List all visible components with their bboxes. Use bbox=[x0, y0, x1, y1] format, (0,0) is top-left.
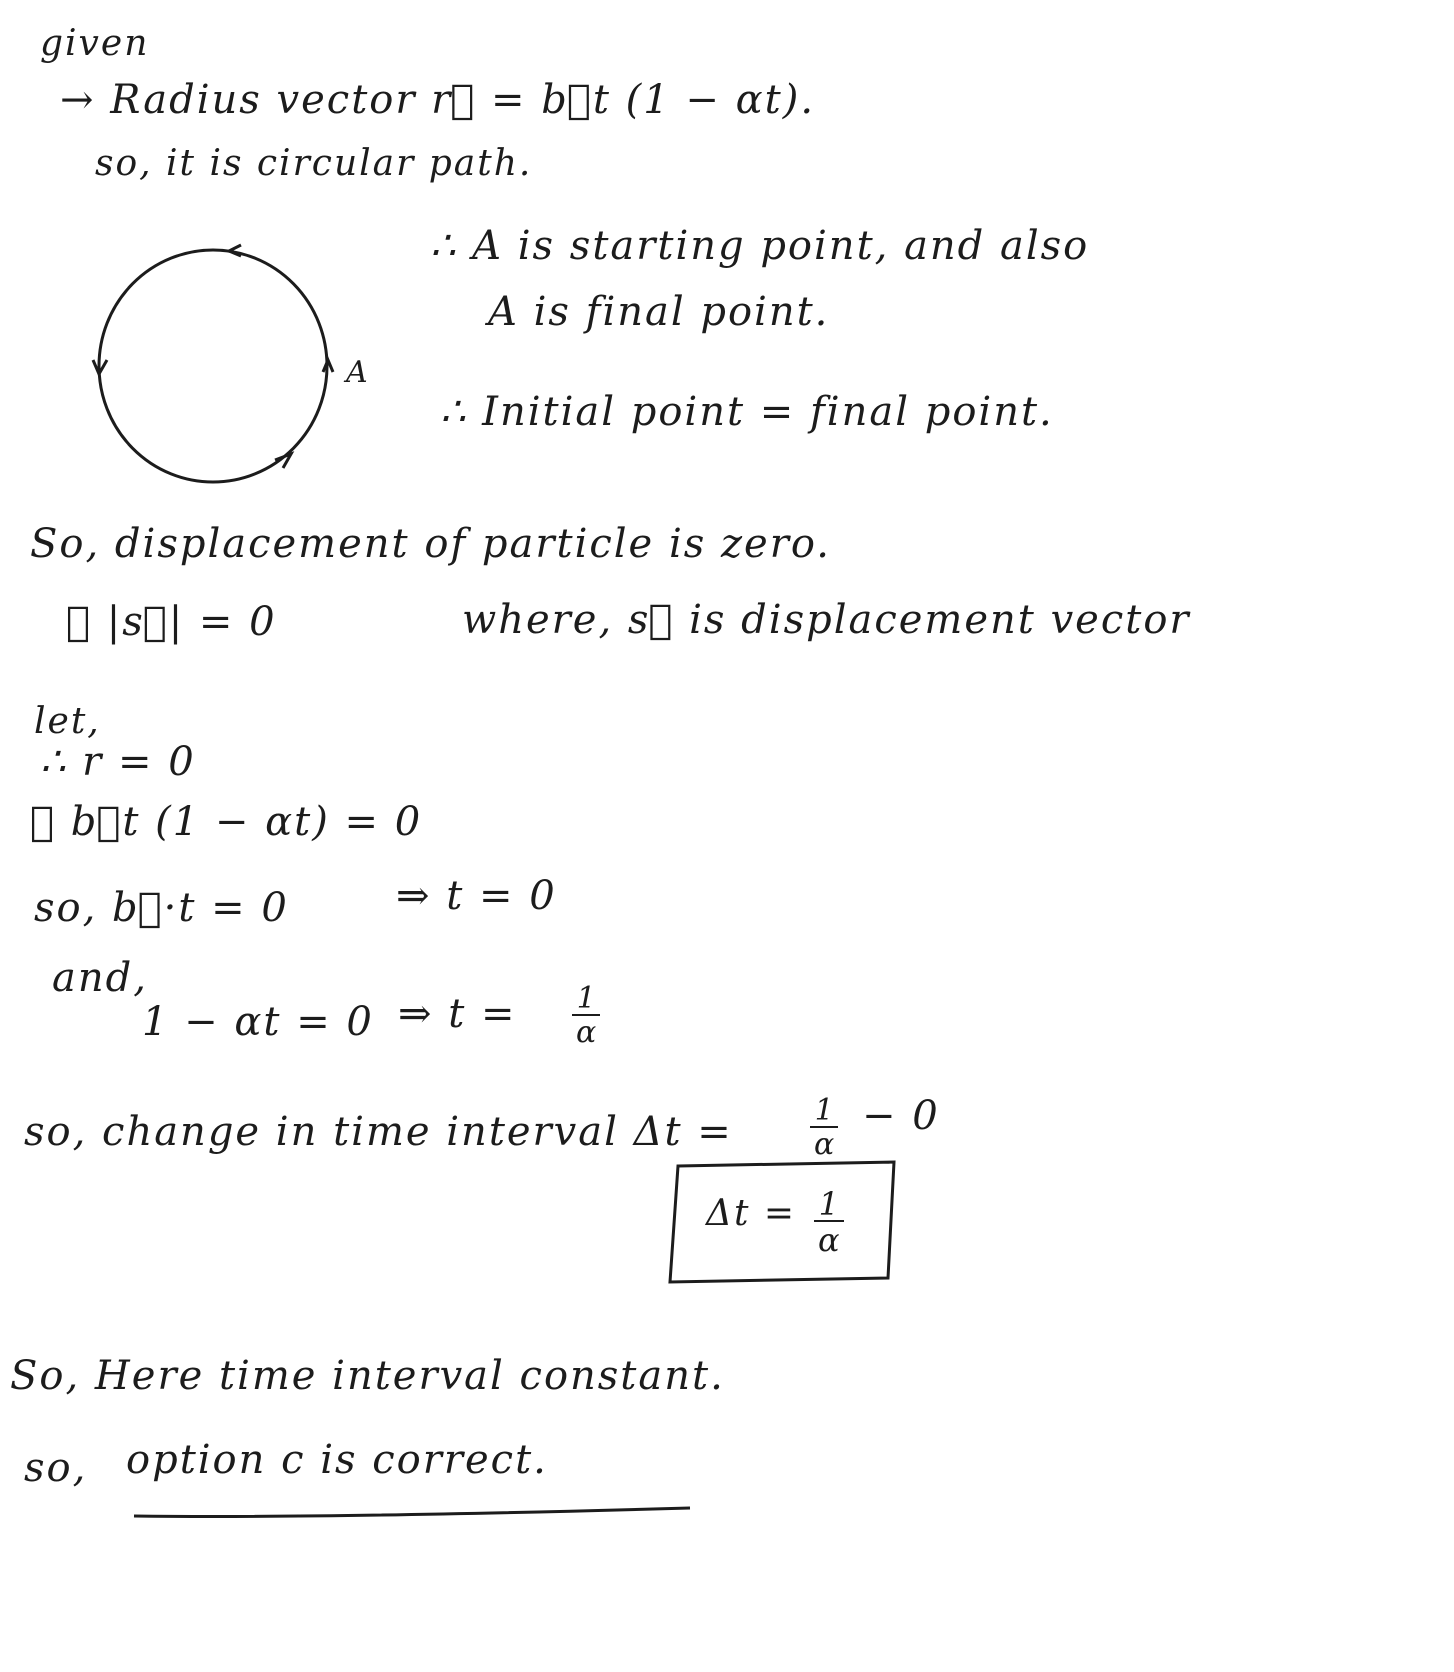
delta-t-fraction-numerator: 1 bbox=[814, 1093, 834, 1128]
displacement-zero-line: So, displacement of particle is zero. bbox=[30, 521, 831, 567]
a-final-line: A is final point. bbox=[488, 289, 830, 335]
top-arrow-icon bbox=[229, 245, 241, 256]
initial-final-line: ∴ Initial point = final point. bbox=[440, 389, 1054, 435]
given-label: given bbox=[40, 23, 150, 64]
so-bt-line: so, b⃗·t = 0 bbox=[34, 885, 289, 931]
t-implies-line: ⇒ t = bbox=[398, 991, 517, 1037]
mod-s-line: ∴ |s⃗| = 0 bbox=[66, 599, 277, 645]
boxed-fraction-numerator: 1 bbox=[818, 1185, 839, 1223]
change-interval-line: so, change in time interval Δt = bbox=[24, 1109, 733, 1155]
one-minus-line: 1 − αt = 0 bbox=[142, 999, 374, 1045]
minus-zero-text: − 0 bbox=[862, 1093, 940, 1139]
delta-t-fraction-denominator: α bbox=[810, 1126, 838, 1160]
where-s-line: where, s⃗ is displacement vector bbox=[462, 597, 1191, 643]
circular-path-diagram bbox=[95, 248, 355, 498]
option-so-label: so, bbox=[24, 1445, 88, 1491]
circle-path bbox=[99, 250, 327, 482]
let-label: let, bbox=[34, 701, 101, 742]
t-fraction-numerator: 1 bbox=[576, 981, 596, 1016]
boxed-fraction bbox=[814, 1185, 844, 1259]
a-starting-line: ∴ A is starting point, and also bbox=[430, 223, 1090, 269]
t-zero-line: ⇒ t = 0 bbox=[396, 873, 557, 919]
circular-path-line: so, it is circular path. bbox=[95, 143, 533, 184]
point-a-label: A bbox=[346, 355, 368, 390]
option-c-correct-line: option c is correct. bbox=[126, 1437, 548, 1483]
answer-underline bbox=[130, 1496, 700, 1526]
boxed-fraction-denominator: α bbox=[814, 1220, 844, 1256]
boxed-delta-t-lhs: Δt = bbox=[706, 1193, 797, 1234]
r-zero-line: ∴ r = 0 bbox=[40, 739, 196, 785]
t-fraction-denominator: α bbox=[572, 1014, 600, 1048]
t-fraction bbox=[572, 981, 600, 1050]
and-label: and, bbox=[52, 955, 148, 1001]
radius-vector-line: → Radius vector r⃗ = b⃗t (1 − αt). bbox=[60, 77, 816, 123]
delta-t-fraction bbox=[810, 1093, 838, 1162]
bt-equation-line: ∴ b⃗t (1 − αt) = 0 bbox=[30, 799, 423, 845]
constant-interval-line: So, Here time interval constant. bbox=[10, 1353, 725, 1399]
